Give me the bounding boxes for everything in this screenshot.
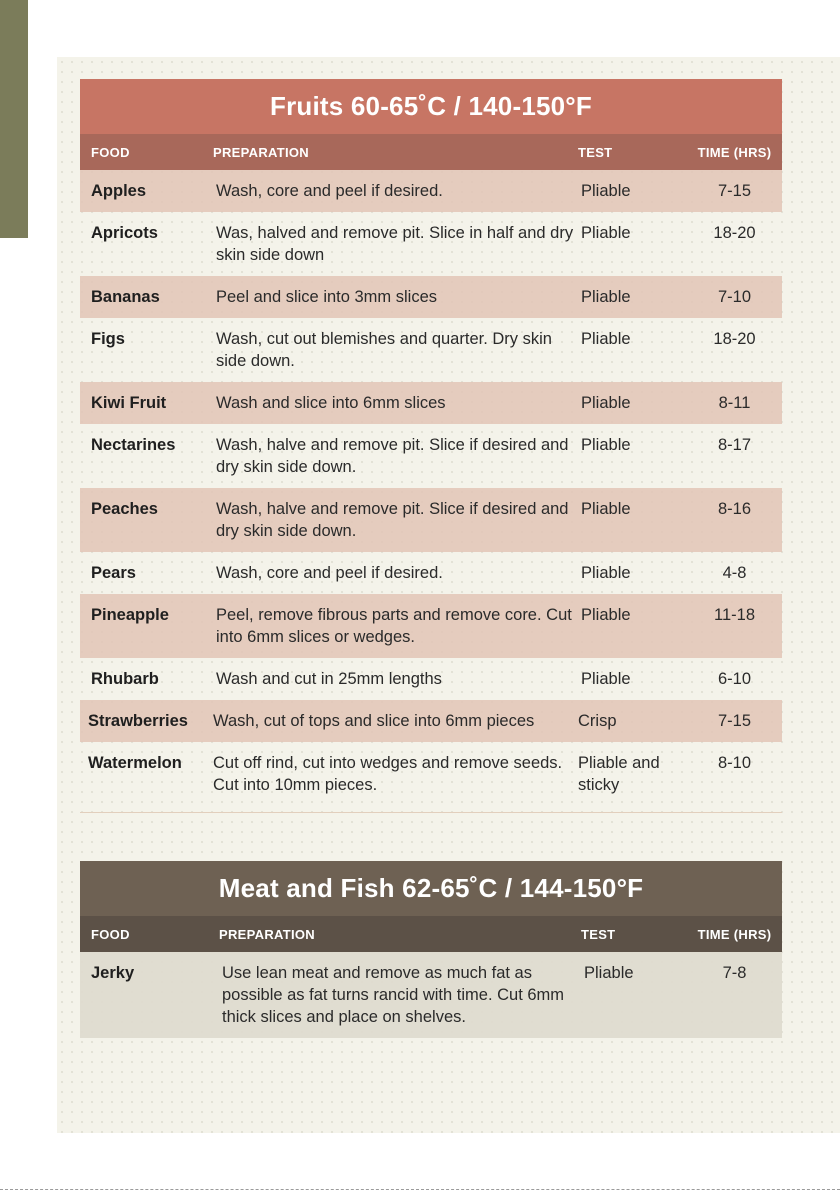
table-row xyxy=(80,742,782,806)
preparation-cell: Wash, cut out blemishes and quarter. Dry skin side down. xyxy=(216,330,552,370)
time-cell: 18-20 xyxy=(713,224,756,242)
food-cell: Kiwi Fruit xyxy=(80,382,213,424)
preparation-cell: Cut off rind, cut into wedges and remove seeds. Cut into 10mm pieces. xyxy=(213,754,563,794)
table-row xyxy=(80,700,782,742)
food-cell: Apples xyxy=(80,170,213,212)
table-row xyxy=(80,424,782,488)
column-header-test: TEST xyxy=(581,916,687,952)
page-cut-line xyxy=(0,1189,840,1190)
test-cell: Crisp xyxy=(578,700,687,742)
table-row xyxy=(80,552,782,594)
time-cell: 7-8 xyxy=(687,952,782,1038)
food-cell: Peaches xyxy=(80,488,213,552)
time-cell: 8-11 xyxy=(687,382,782,424)
food-cell: Pineapple xyxy=(80,594,213,658)
food-cell: Nectarines xyxy=(91,436,176,454)
test-cell: Pliable xyxy=(581,564,631,582)
meat-table-title: Meat and Fish 62-65˚C / 144-150°F xyxy=(80,861,782,916)
preparation-cell: Was, halved and remove pit. Slice in half and dry skin side down xyxy=(216,224,574,264)
time-cell: 8-16 xyxy=(687,488,782,552)
food-cell: Rhubarb xyxy=(91,670,159,688)
column-header-food: FOOD xyxy=(80,916,219,952)
table-row xyxy=(80,488,782,552)
preparation-cell: Wash, halve and remove pit. Slice if desired and dry skin side down. xyxy=(213,488,578,552)
table-row xyxy=(80,212,782,276)
preparation-cell: Use lean meat and remove as much fat as possible as fat turns rancid with time. Cut 6mm thick slices and place on shelves. xyxy=(219,952,581,1038)
time-cell: 6-10 xyxy=(717,670,752,688)
fruits-table-title: Fruits 60-65˚C / 140-150°F xyxy=(80,79,782,134)
fruits-drying-table xyxy=(80,79,782,806)
preparation-cell: Wash, core and peel if desired. xyxy=(213,170,578,212)
section-divider xyxy=(80,812,782,813)
table-row xyxy=(80,952,782,1038)
side-tab-marker xyxy=(0,0,28,238)
table-row xyxy=(80,276,782,318)
food-cell: Apricots xyxy=(91,224,158,242)
preparation-cell: Peel and slice into 3mm slices xyxy=(213,276,578,318)
test-cell: Pliable xyxy=(581,224,631,242)
preparation-cell: Wash and cut in 25mm lengths xyxy=(216,670,442,688)
time-cell: 8-10 xyxy=(717,754,752,772)
table-row xyxy=(80,658,782,700)
food-cell: Strawberries xyxy=(80,700,213,742)
time-cell: 11-18 xyxy=(687,594,782,658)
table-row xyxy=(80,382,782,424)
column-header-time: TIME (HRS) xyxy=(687,916,782,952)
test-cell: Pliable xyxy=(578,488,687,552)
time-cell: 7-10 xyxy=(687,276,782,318)
column-header-time: TIME (HRS) xyxy=(687,134,782,170)
test-cell: Pliable xyxy=(581,330,631,348)
preparation-cell: Wash, halve and remove pit. Slice if desired and dry skin side down. xyxy=(216,436,569,476)
food-cell: Watermelon xyxy=(88,754,182,772)
test-cell: Pliable xyxy=(578,170,687,212)
test-cell: Pliable and sticky xyxy=(578,754,660,794)
preparation-cell: Peel, remove fibrous parts and remove core. Cut into 6mm slices or wedges. xyxy=(213,594,578,658)
time-cell: 18-20 xyxy=(713,330,756,348)
time-cell: 7-15 xyxy=(687,700,782,742)
table-row xyxy=(80,594,782,658)
column-header-test: TEST xyxy=(578,134,687,170)
test-cell: Pliable xyxy=(578,382,687,424)
column-header-food: FOOD xyxy=(80,134,213,170)
preparation-cell: Wash, cut of tops and slice into 6mm pieces xyxy=(213,700,578,742)
test-cell: Pliable xyxy=(581,670,631,688)
food-cell: Pears xyxy=(91,564,136,582)
table-row xyxy=(80,170,782,212)
time-cell: 8-17 xyxy=(717,436,752,454)
column-header-preparation: PREPARATION xyxy=(219,916,581,952)
food-cell: Figs xyxy=(91,330,125,348)
meat-fish-drying-table xyxy=(80,861,782,1038)
preparation-cell: Wash and slice into 6mm slices xyxy=(213,382,578,424)
test-cell: Pliable xyxy=(581,952,687,1038)
test-cell: Pliable xyxy=(581,436,631,454)
food-cell: Jerky xyxy=(80,952,219,1038)
test-cell: Pliable xyxy=(578,594,687,658)
time-cell: 4-8 xyxy=(722,564,747,582)
food-cell: Bananas xyxy=(80,276,213,318)
column-header-preparation: PREPARATION xyxy=(213,134,578,170)
preparation-cell: Wash, core and peel if desired. xyxy=(216,564,443,582)
time-cell: 7-15 xyxy=(687,170,782,212)
table-row xyxy=(80,318,782,382)
test-cell: Pliable xyxy=(578,276,687,318)
